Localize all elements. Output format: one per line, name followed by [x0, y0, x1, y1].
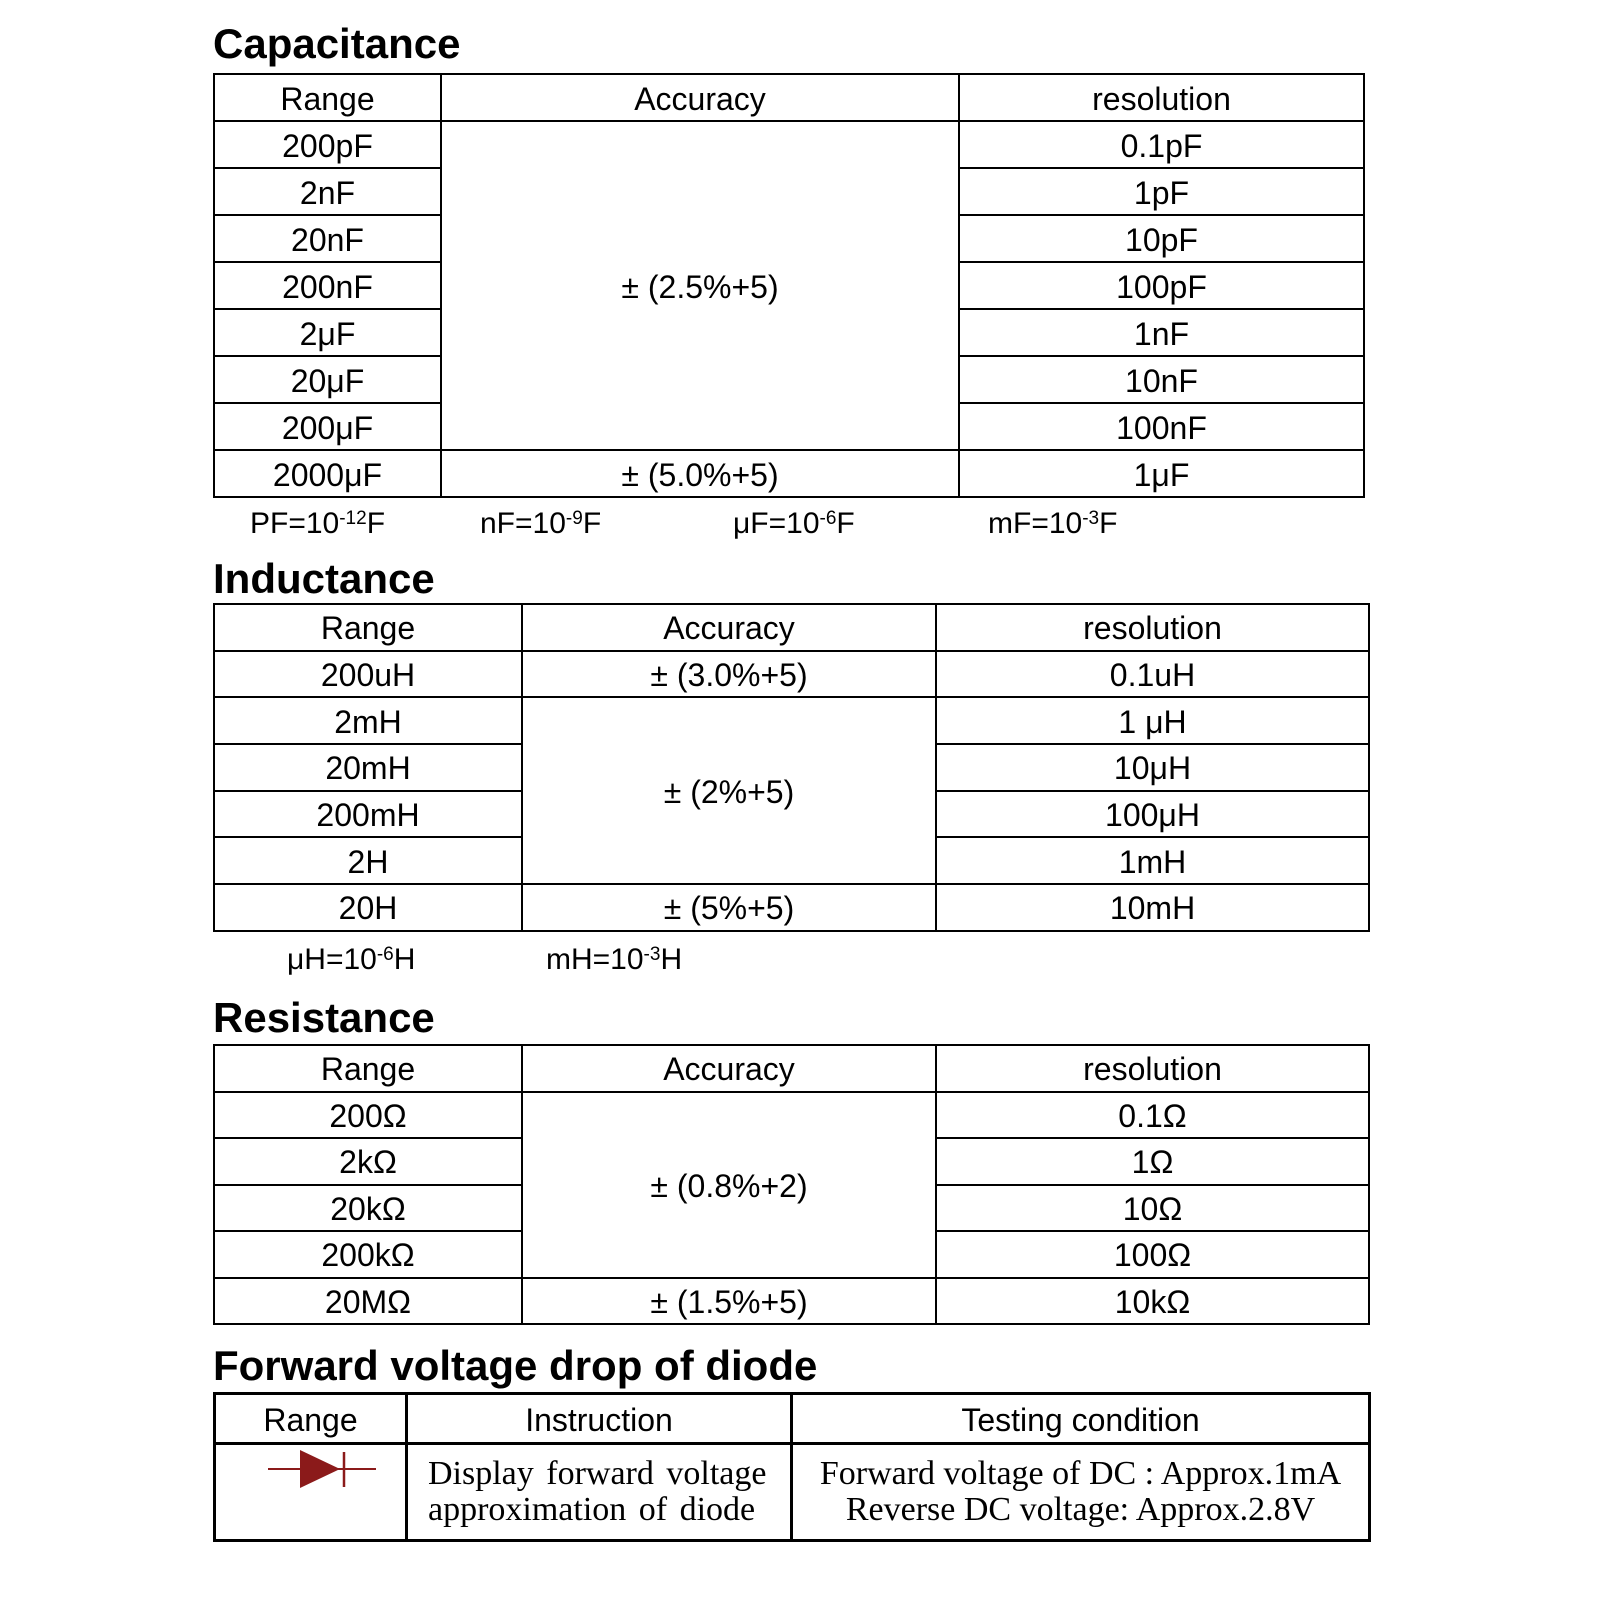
- accuracy-cell: ± (2.5%+5): [441, 121, 959, 450]
- header-accuracy: Accuracy: [522, 604, 936, 651]
- table-row: [214, 884, 1369, 931]
- resolution-cell: 1Ω: [936, 1138, 1369, 1185]
- condition-line: Forward voltage of DC : Approx.1mA: [819, 1455, 1342, 1492]
- range-cell: 200Ω: [214, 1092, 522, 1139]
- resolution-cell: 1μF: [959, 450, 1364, 497]
- header-range: Range: [215, 1394, 407, 1444]
- header-instruction: Instruction: [407, 1394, 792, 1444]
- range-cell: [215, 1444, 407, 1541]
- resolution-cell: 100nF: [959, 403, 1364, 450]
- range-cell: 2μF: [214, 309, 441, 356]
- range-cell: 20kΩ: [214, 1185, 522, 1232]
- range-cell: 2kΩ: [214, 1138, 522, 1185]
- resolution-cell: 0.1uH: [936, 651, 1369, 698]
- resolution-cell: 10kΩ: [936, 1278, 1369, 1325]
- table-header-row: [214, 604, 1369, 651]
- resolution-cell: 10mH: [936, 884, 1369, 931]
- unit-base: mF=10: [988, 507, 1083, 540]
- range-cell: 200pF: [214, 121, 441, 168]
- unit-base: μH=10: [287, 943, 377, 976]
- header-accuracy: Accuracy: [522, 1045, 936, 1092]
- table-row: [214, 697, 1369, 744]
- resolution-cell: 100pF: [959, 262, 1364, 309]
- resolution-cell: 1nF: [959, 309, 1364, 356]
- accuracy-cell: ± (3.0%+5): [522, 651, 936, 698]
- diode-symbol-icon: [266, 1447, 378, 1491]
- resolution-cell: 100μH: [936, 791, 1369, 838]
- accuracy-cell: ± (2%+5): [522, 697, 936, 884]
- instruction-line: approximation of diode: [428, 1491, 756, 1528]
- range-cell: 200mH: [214, 791, 522, 838]
- unit-exponent: -12: [339, 508, 367, 529]
- unit-note-mh: [546, 942, 682, 982]
- resolution-cell: 10μH: [936, 744, 1369, 791]
- unit-symbol: F: [582, 507, 602, 540]
- instruction-line: Display forward voltage: [428, 1455, 767, 1492]
- range-cell: 200uH: [214, 651, 522, 698]
- unit-note-uh: [287, 942, 415, 982]
- range-cell: 20mH: [214, 744, 522, 791]
- unit-symbol: F: [1099, 507, 1118, 540]
- unit-symbol: H: [660, 943, 683, 976]
- unit-note-nf: [480, 506, 601, 546]
- unit-base: μF=10: [733, 507, 820, 540]
- unit-exponent: -6: [819, 508, 837, 529]
- table-row: [214, 651, 1369, 698]
- unit-symbol: F: [366, 507, 386, 540]
- unit-exponent: -6: [376, 944, 394, 965]
- unit-base: nF=10: [480, 507, 566, 540]
- inductance-title: Inductance: [213, 555, 435, 602]
- header-range: Range: [214, 1045, 522, 1092]
- table-header-row: [214, 1045, 1369, 1092]
- resolution-cell: 1mH: [936, 837, 1369, 884]
- range-cell: 20μF: [214, 356, 441, 403]
- inductance-table: [213, 603, 1370, 932]
- unit-exponent: -3: [643, 944, 661, 965]
- range-cell: 200nF: [214, 262, 441, 309]
- resolution-cell: 100Ω: [936, 1231, 1369, 1278]
- unit-base: PF=10: [250, 507, 340, 540]
- table-row: [214, 450, 1364, 497]
- range-cell: 2000μF: [214, 450, 441, 497]
- range-cell: 20nF: [214, 215, 441, 262]
- unit-symbol: F: [836, 507, 855, 540]
- resolution-cell: 10Ω: [936, 1185, 1369, 1232]
- resolution-cell: 10pF: [959, 215, 1364, 262]
- diode-title: Forward voltage drop of diode: [213, 1342, 818, 1389]
- header-resolution: resolution: [936, 1045, 1369, 1092]
- unit-symbol: H: [393, 943, 416, 976]
- resolution-cell: 0.1Ω: [936, 1092, 1369, 1139]
- range-cell: 2nF: [214, 168, 441, 215]
- resolution-cell: 1pF: [959, 168, 1364, 215]
- resolution-cell: 10nF: [959, 356, 1364, 403]
- accuracy-cell: ± (0.8%+2): [522, 1092, 936, 1278]
- resolution-cell: 0.1pF: [959, 121, 1364, 168]
- table-row: [215, 1444, 1370, 1541]
- instruction-cell: [407, 1444, 792, 1541]
- header-range: Range: [214, 74, 441, 121]
- resolution-cell: 1 μH: [936, 697, 1369, 744]
- capacitance-table: [213, 73, 1365, 498]
- unit-note-pf: [250, 506, 385, 546]
- unit-base: mH=10: [546, 943, 644, 976]
- table-header-row: [215, 1394, 1370, 1444]
- condition-line: Reverse DC voltage: Approx.2.8V: [845, 1491, 1316, 1528]
- accuracy-cell: ± (1.5%+5): [522, 1278, 936, 1325]
- table-header-row: [214, 74, 1364, 121]
- header-resolution: resolution: [936, 604, 1369, 651]
- header-range: Range: [214, 604, 522, 651]
- range-cell: 20MΩ: [214, 1278, 522, 1325]
- accuracy-cell: ± (5%+5): [522, 884, 936, 931]
- header-accuracy: Accuracy: [441, 74, 959, 121]
- header-testing-condition: Testing condition: [792, 1394, 1370, 1444]
- unit-exponent: -9: [565, 508, 583, 529]
- table-row: [214, 121, 1364, 168]
- diode-triangle: [300, 1450, 340, 1488]
- resistance-title: Resistance: [213, 994, 435, 1041]
- table-row: [214, 1278, 1369, 1325]
- unit-note-uf: [733, 506, 855, 546]
- testing-condition-cell: [792, 1444, 1370, 1541]
- range-cell: 200μF: [214, 403, 441, 450]
- table-row: [214, 1092, 1369, 1139]
- range-cell: 2H: [214, 837, 522, 884]
- header-resolution: resolution: [959, 74, 1364, 121]
- accuracy-cell: ± (5.0%+5): [441, 450, 959, 497]
- unit-exponent: -3: [1082, 508, 1100, 529]
- range-cell: 20H: [214, 884, 522, 931]
- range-cell: 200kΩ: [214, 1231, 522, 1278]
- range-cell: 2mH: [214, 697, 522, 744]
- unit-note-mf: [988, 506, 1117, 546]
- capacitance-title: Capacitance: [213, 20, 461, 67]
- resistance-table: [213, 1044, 1370, 1325]
- diode-table: [213, 1392, 1371, 1542]
